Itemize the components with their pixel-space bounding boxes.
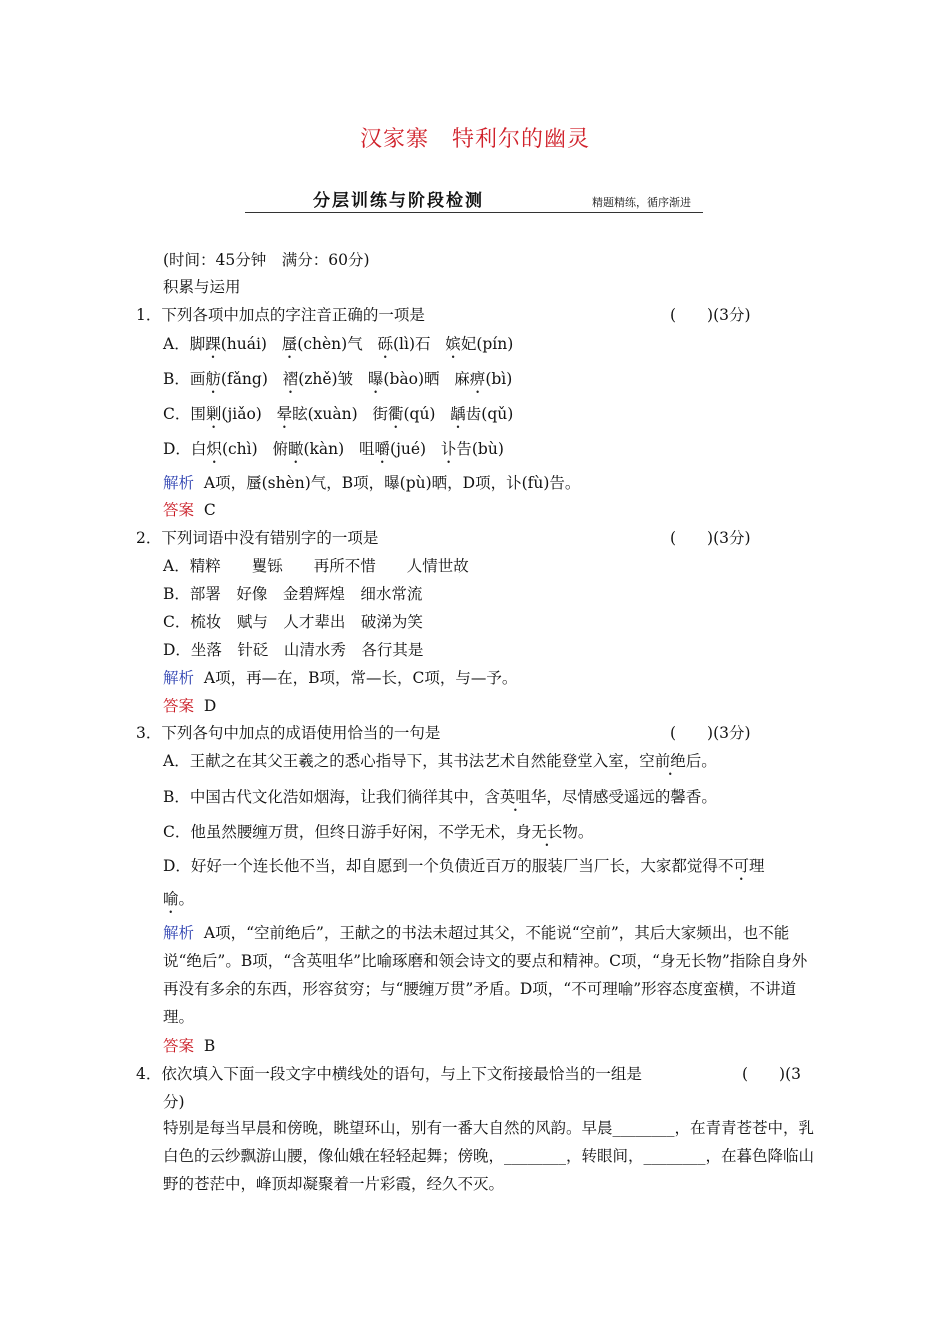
q1-option-a: A．脚踝(huái) 蜃(chèn)气 砾(lì)石 嫔妃(pín) [163,335,514,353]
exam-meta: (时间：45分钟 满分：60分) [163,251,370,269]
q3-option-d: D．好好一个连长他不当，却自愿到一个负债近百万的服装厂当厂长，大家都觉得不可理 [163,857,765,875]
q3-option-c: C．他虽然腰缠万贯，但终日游手好闲，不学无术，身无长物。 [163,823,594,841]
analysis-label: 解析 [163,474,195,492]
section-heading: 积累与运用 [163,278,241,296]
q2-option-a: A．精粹 矍铄 再所不惜 人情世故 [163,557,469,575]
q3-option-b: B．中国古代文化浩如烟海，让我们徜徉其中，含英咀华，尽情感受遥远的馨香。 [163,788,717,806]
question-4-mark-cont: 分) [163,1093,185,1111]
q1-option-d: D．白炽(chì) 俯瞰(kàn) 咀嚼(jué) 讣告(bù) [163,440,504,458]
answer-label: 答案 [163,1037,195,1055]
q3-option-a: A．王献之在其父王羲之的悉心指导下，其书法艺术自然能登堂入室，空前绝后。 [163,752,717,770]
question-4-mark: ( )(3 [742,1065,802,1083]
q2-option-c: C．梳妆 赋与 人才辈出 破涕为笑 [163,613,423,631]
q2-analysis: 解析 A项，再—在，B项，常—长，C项，与—予。 [163,669,518,687]
banner-divider [245,212,703,213]
question-4-stem: 4．依次填入下面一段文字中横线处的语句，与上下文衔接最恰当的一组是 [136,1065,642,1083]
question-1-stem: 1．下列各项中加点的字注音正确的一项是 [136,306,425,324]
q3-option-d-cont: 喻。 [163,890,195,908]
q1-answer: 答案 C [163,501,216,519]
q1-option-c: C．围剿(jiǎo) 晕眩(xuàn) 街衢(qú) 龋齿(qǔ) [163,405,514,423]
question-2-stem: 2．下列词语中没有错别字的一项是 [136,529,379,547]
question-3-mark: ( )(3分) [670,724,751,742]
question-2-mark: ( )(3分) [670,529,751,547]
answer-label: 答案 [163,501,195,519]
q3-analysis: 解析 A项，“空前绝后”，王献之的书法未超过其父，不能说“空前”，其后大家频出，也不能说“绝后”。B项，“含英咀华”比喻琢磨和领会诗文的要点和精神。C项，“身无长物”指除自身外再没有多余的东西，形容贫穷；与“腰缠万贯”矛盾。D项，“不可理喻”形容态度蛮横，不讲道理。 [163,924,808,1026]
banner-subtitle: 精题精练，循序渐进 [592,196,691,209]
page-title: 汉家寨 特利尔的幽灵 [359,127,590,152]
q1-option-b: B．画舫(fǎng) 褶(zhě)皱 曝(bào)晒 麻痹(bì) [163,370,513,388]
analysis-label: 解析 [163,924,195,942]
q2-answer: 答案 D [163,697,217,715]
answer-label: 答案 [163,697,195,715]
question-1-mark: ( )(3分) [670,306,751,324]
section-banner: 分层训练与阶段检测 [313,191,484,211]
q4-passage: 特别是每当早晨和傍晚，眺望环山，别有一番大自然的风韵。早晨________，在青青苍苍中，乳白色的云纱飘游山腰，像仙娥在轻轻起舞；傍晚，________，转眼间，________，在暮色降临山野的苍茫中，峰顶却凝聚着一片彩霞，经久不灭。 [163,1119,815,1193]
analysis-label: 解析 [163,669,195,687]
q3-answer: 答案 B [163,1037,216,1055]
q1-analysis: 解析 A项，蜃(shèn)气，B项，曝(pù)晒，D项，讣(fù)告。 [163,474,581,492]
question-3-stem: 3．下列各句中加点的成语使用恰当的一句是 [136,724,441,742]
q2-option-d: D．坐落 针砭 山清水秀 各行其是 [163,641,424,659]
q2-option-b: B．部署 好像 金碧辉煌 细水常流 [163,585,423,603]
